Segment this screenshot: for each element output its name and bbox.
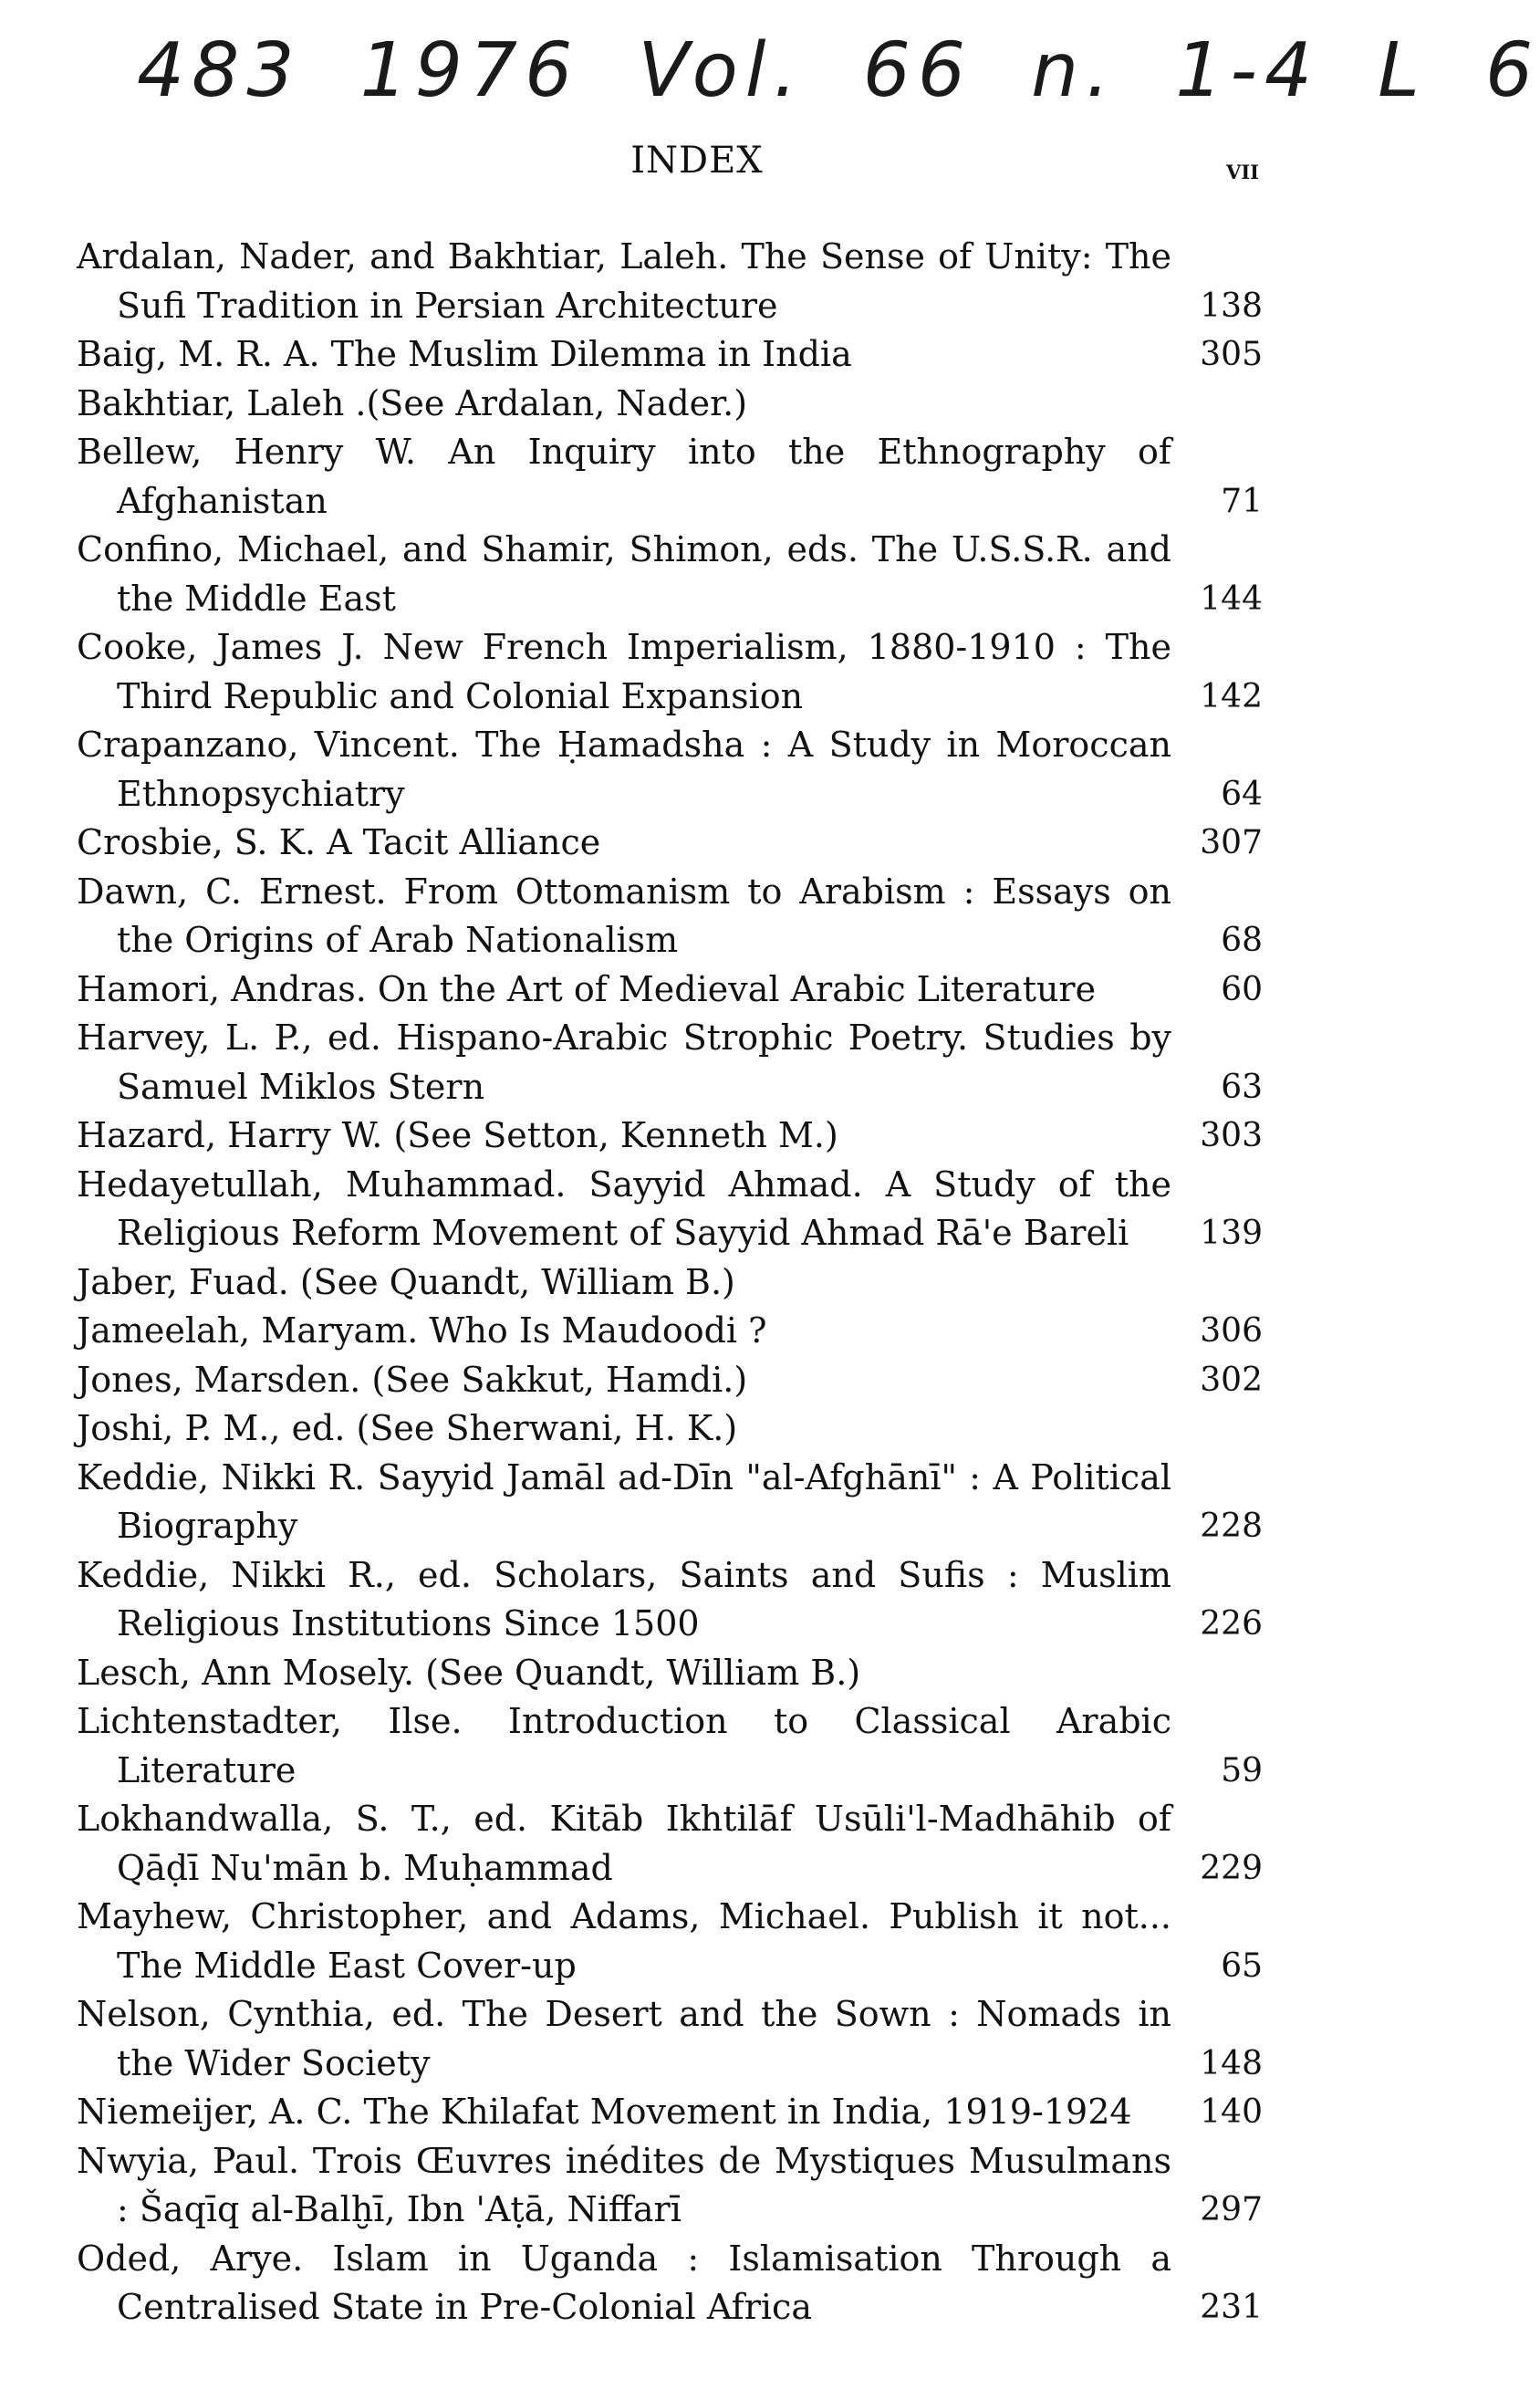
page-title: INDEX bbox=[630, 140, 764, 182]
index-entry-list bbox=[77, 233, 1263, 2332]
index-entry bbox=[77, 623, 1263, 721]
index-entry-page: 302 bbox=[1200, 1361, 1263, 1399]
index-entry bbox=[77, 1356, 1263, 1405]
index-entry bbox=[77, 380, 1263, 429]
handwritten-call-number: 483 1976 Vol. 66 n. 1-4 L 6 bbox=[137, 27, 1540, 114]
index-entry-text: Harvey, L. P., ed. Hispano-Arabic Strophic Poetry. Studies by Samuel Miklos Stern bbox=[77, 1017, 1171, 1107]
index-entry bbox=[77, 330, 1263, 380]
index-entry-text: Joshi, P. M., ed. (See Sherwani, H. K.) bbox=[77, 1408, 738, 1448]
index-entry bbox=[77, 1551, 1263, 1649]
index-entry-page: 138 bbox=[1200, 287, 1263, 325]
index-entry bbox=[77, 1258, 1263, 1308]
index-entry bbox=[77, 2137, 1263, 2235]
index-entry-page: 148 bbox=[1200, 2044, 1263, 2082]
index-entry bbox=[77, 2088, 1263, 2137]
index-entry-text: Bellew, Henry W. An Inquiry into the Ethnography of Afghanistan bbox=[77, 432, 1171, 521]
index-entry-text: Cooke, James J. New French Imperialism, 1880-1910 : The Third Republic and Colonial Expansion bbox=[77, 627, 1171, 716]
index-entry-text: Baig, M. R. A. The Muslim Dilemma in India bbox=[77, 334, 852, 374]
index-entry-text: Ardalan, Nader, and Bakhtiar, Laleh. The Sense of Unity: The Sufi Tradition in Persian Architecture bbox=[77, 236, 1171, 326]
index-entry-page: 63 bbox=[1221, 1068, 1263, 1106]
index-entry-page: 303 bbox=[1200, 1117, 1263, 1154]
index-entry-page: 231 bbox=[1200, 2289, 1263, 2326]
index-entry-text: Lichtenstadter, Ilse. Introduction to Classical Arabic Literature bbox=[77, 1701, 1171, 1790]
index-entry-text: Oded, Arye. Islam in Uganda : Islamisation Through a Centralised State in Pre-Colonial Africa bbox=[77, 2238, 1171, 2327]
index-entry bbox=[77, 868, 1263, 965]
index-entry bbox=[77, 721, 1263, 819]
index-entry-text: Jaber, Fuad. (See Quandt, William B.) bbox=[77, 1261, 735, 1302]
index-entry-text: Nelson, Cynthia, ed. The Desert and the Sown : Nomads in the Wider Society bbox=[77, 1994, 1171, 2083]
index-entry-text: Jones, Marsden. (See Sakkut, Hamdi.) bbox=[77, 1359, 748, 1400]
index-entry-page: 305 bbox=[1200, 336, 1263, 373]
index-entry-page: 144 bbox=[1200, 579, 1263, 618]
index-entry bbox=[77, 965, 1263, 1015]
index-entry-text: Lokhandwalla, S. T., ed. Kitāb Ikhtilāf Usūli'l-Madhāhib of Qāḍī Nu'mān b. Muḥammad bbox=[77, 1799, 1171, 1888]
index-entry bbox=[77, 1990, 1263, 2088]
index-entry-text: Crapanzano, Vincent. The Ḥamadsha : A Study in Moroccan Ethnopsychiatry bbox=[77, 725, 1171, 814]
index-entry-text: Mayhew, Christopher, and Adams, Michael. Publish it not... The Middle East Cover-up bbox=[77, 1896, 1171, 1986]
running-head bbox=[0, 132, 1394, 187]
index-entry-text: Jameelah, Maryam. Who Is Maudoodi ? bbox=[77, 1310, 767, 1351]
index-entry bbox=[77, 1307, 1263, 1356]
index-entry-page: 71 bbox=[1221, 482, 1263, 520]
index-entry-page: 307 bbox=[1200, 824, 1263, 861]
index-entry-page: 140 bbox=[1200, 2093, 1263, 2131]
index-entry-page: 60 bbox=[1221, 970, 1263, 1008]
index-entry-page: 65 bbox=[1221, 1946, 1263, 1985]
index-entry bbox=[77, 1454, 1263, 1551]
index-entry-page: 306 bbox=[1200, 1312, 1263, 1350]
index-entry-text: Lesch, Ann Mosely. (See Quandt, William B.) bbox=[77, 1652, 861, 1693]
page-number: vii bbox=[1226, 154, 1259, 186]
index-entry bbox=[77, 1795, 1263, 1893]
index-entry bbox=[77, 1649, 1263, 1698]
index-entry bbox=[77, 1404, 1263, 1454]
index-entry bbox=[77, 428, 1263, 526]
index-entry bbox=[77, 1014, 1263, 1111]
index-entry-page: 229 bbox=[1200, 1849, 1263, 1887]
index-entry-text: Hazard, Harry W. (See Setton, Kenneth M.) bbox=[77, 1115, 838, 1155]
index-entry-page: 297 bbox=[1200, 2191, 1263, 2228]
index-entry-text: Niemeijer, A. C. The Khilafat Movement in India, 1919-1924 bbox=[77, 2092, 1132, 2132]
index-entry-text: Hedayetullah, Muhammad. Sayyid Ahmad. A Study of the Religious Reform Movement of Sayyid Ahmad Rā'e Bareli bbox=[77, 1163, 1171, 1253]
index-entry-page: 64 bbox=[1221, 775, 1263, 813]
index-entry bbox=[77, 1893, 1263, 1990]
index-entry-page: 228 bbox=[1200, 1508, 1263, 1545]
index-entry bbox=[77, 1697, 1263, 1795]
index-entry-text: Keddie, Nikki R. Sayyid Jamāl ad-Dīn "al-Afghānī" : A Political Biography bbox=[77, 1456, 1171, 1546]
index-entry-text: Bakhtiar, Laleh .(See Ardalan, Nader.) bbox=[77, 382, 748, 423]
index-entry bbox=[77, 1111, 1263, 1161]
index-entry bbox=[77, 1161, 1263, 1258]
index-entry-text: Hamori, Andras. On the Art of Medieval Arabic Literature bbox=[77, 968, 1097, 1009]
index-entry-page: 139 bbox=[1200, 1215, 1263, 1252]
index-entry-page: 226 bbox=[1200, 1605, 1263, 1643]
index-entry-text: Nwyia, Paul. Trois Œuvres inédites de Mystiques Musulmans : Šaqīq al-Balḫī, Ibn 'Aṭā, Niffarī bbox=[77, 2140, 1171, 2229]
index-entry bbox=[77, 819, 1263, 868]
index-entry-page: 59 bbox=[1221, 1751, 1263, 1790]
index-entry-page: 142 bbox=[1200, 677, 1263, 715]
index-entry bbox=[77, 2235, 1263, 2332]
index-entry-text: Confino, Michael, and Shamir, Shimon, eds. The U.S.S.R. and the Middle East bbox=[77, 529, 1171, 619]
index-entry-text: Keddie, Nikki R., ed. Scholars, Saints and Sufis : Muslim Religious Institutions Since 1500 bbox=[77, 1554, 1171, 1643]
index-entry-text: Crosbie, S. K. A Tacit Alliance bbox=[77, 822, 601, 862]
index-entry bbox=[77, 233, 1263, 330]
index-entry-text: Dawn, C. Ernest. From Ottomanism to Arabism : Essays on the Origins of Arab Nationalism bbox=[77, 871, 1171, 960]
index-entry-page: 68 bbox=[1221, 922, 1263, 959]
index-entry bbox=[77, 526, 1263, 623]
